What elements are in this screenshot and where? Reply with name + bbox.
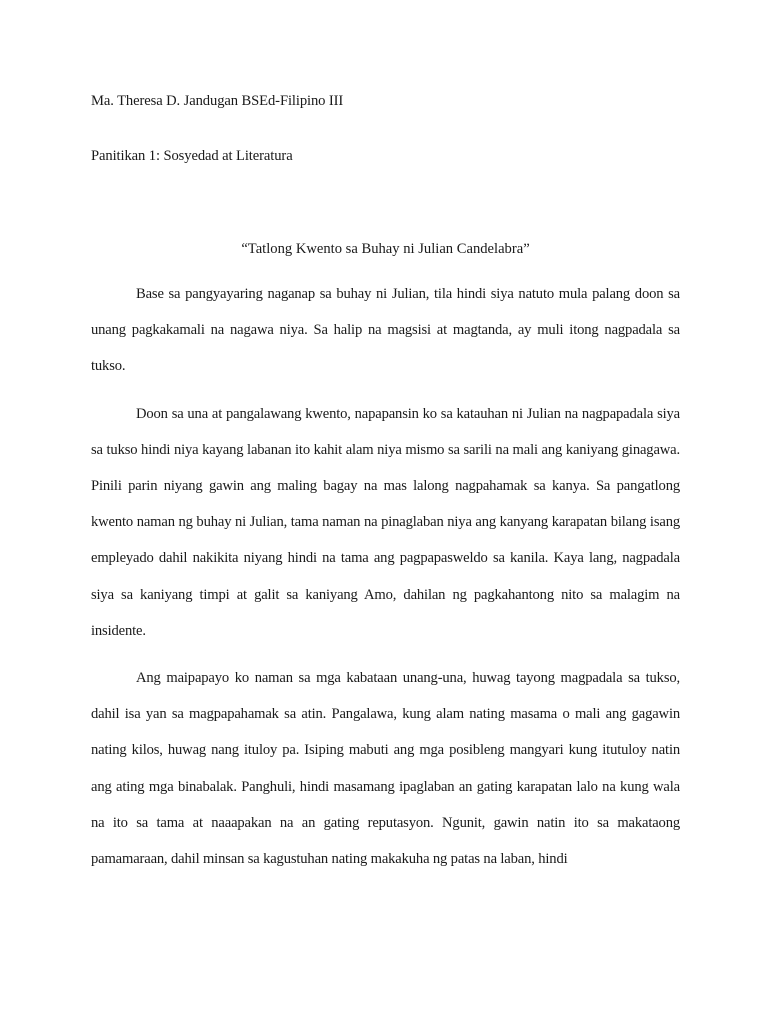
course-line: Panitikan 1: Sosyedad at Literatura	[91, 148, 293, 164]
paragraph-1: Base sa pangyayaring naganap sa buhay ni Julian, tila hindi siya natuto mula palang doon sa unang pagkakamali na nagawa niya. Sa halip na magsisi at magtanda, ay muli itong nagpadala sa tukso.	[91, 286, 680, 375]
student-name-line: Ma. Theresa D. Jandugan BSEd-Filipino III	[91, 93, 344, 109]
paragraph-3: Ang maipapayo ko naman sa mga kabataan unang-una, huwag tayong magpadala sa tukso, dahil isa yan sa magpapahamak sa atin. Pangalawa, kung alam nating masama o mali ang gagawin nating kilos, huwag nang ituloy pa. Isiping mabuti ang mga posibleng mangyari kung itutuloy natin ang ating mga binabalak. Panghuli, hindi masamang ipaglaban an gating karapatan lalo na kung wala na ito sa tama at naaapakan na an gating reputasyon. Ngunit, gawin natin ito sa makataong pamamaraan, dahil minsan sa kagustuhan nating makakuha ng patas na laban, hindi	[91, 670, 680, 868]
essay-title: “Tatlong Kwento sa Buhay ni Julian Candelabra”	[241, 241, 530, 257]
paragraph-2: Doon sa una at pangalawang kwento, napapansin ko sa katauhan ni Julian na nagpapadala siya sa tukso hindi niya kayang labanan ito kahit alam niya mismo sa sarili na mali ang kaniyang ginagawa. Pinili parin niyang gawin ang maling bagay na mas lalong nagpahamak sa kanya. Sa pangatlong kwento naman ng buhay ni Julian, tama naman na pinaglaban niya ang kanyang karapatan bilang isang empleyado dahil nakikita niyang hindi na tama ang pagpapasweldo sa kanila. Kaya lang, nagpadala siya sa kaniyang timpi at galit sa kaniyang Amo, dahilan ng pagkahantong nito sa malagim na insidente.	[91, 405, 680, 639]
